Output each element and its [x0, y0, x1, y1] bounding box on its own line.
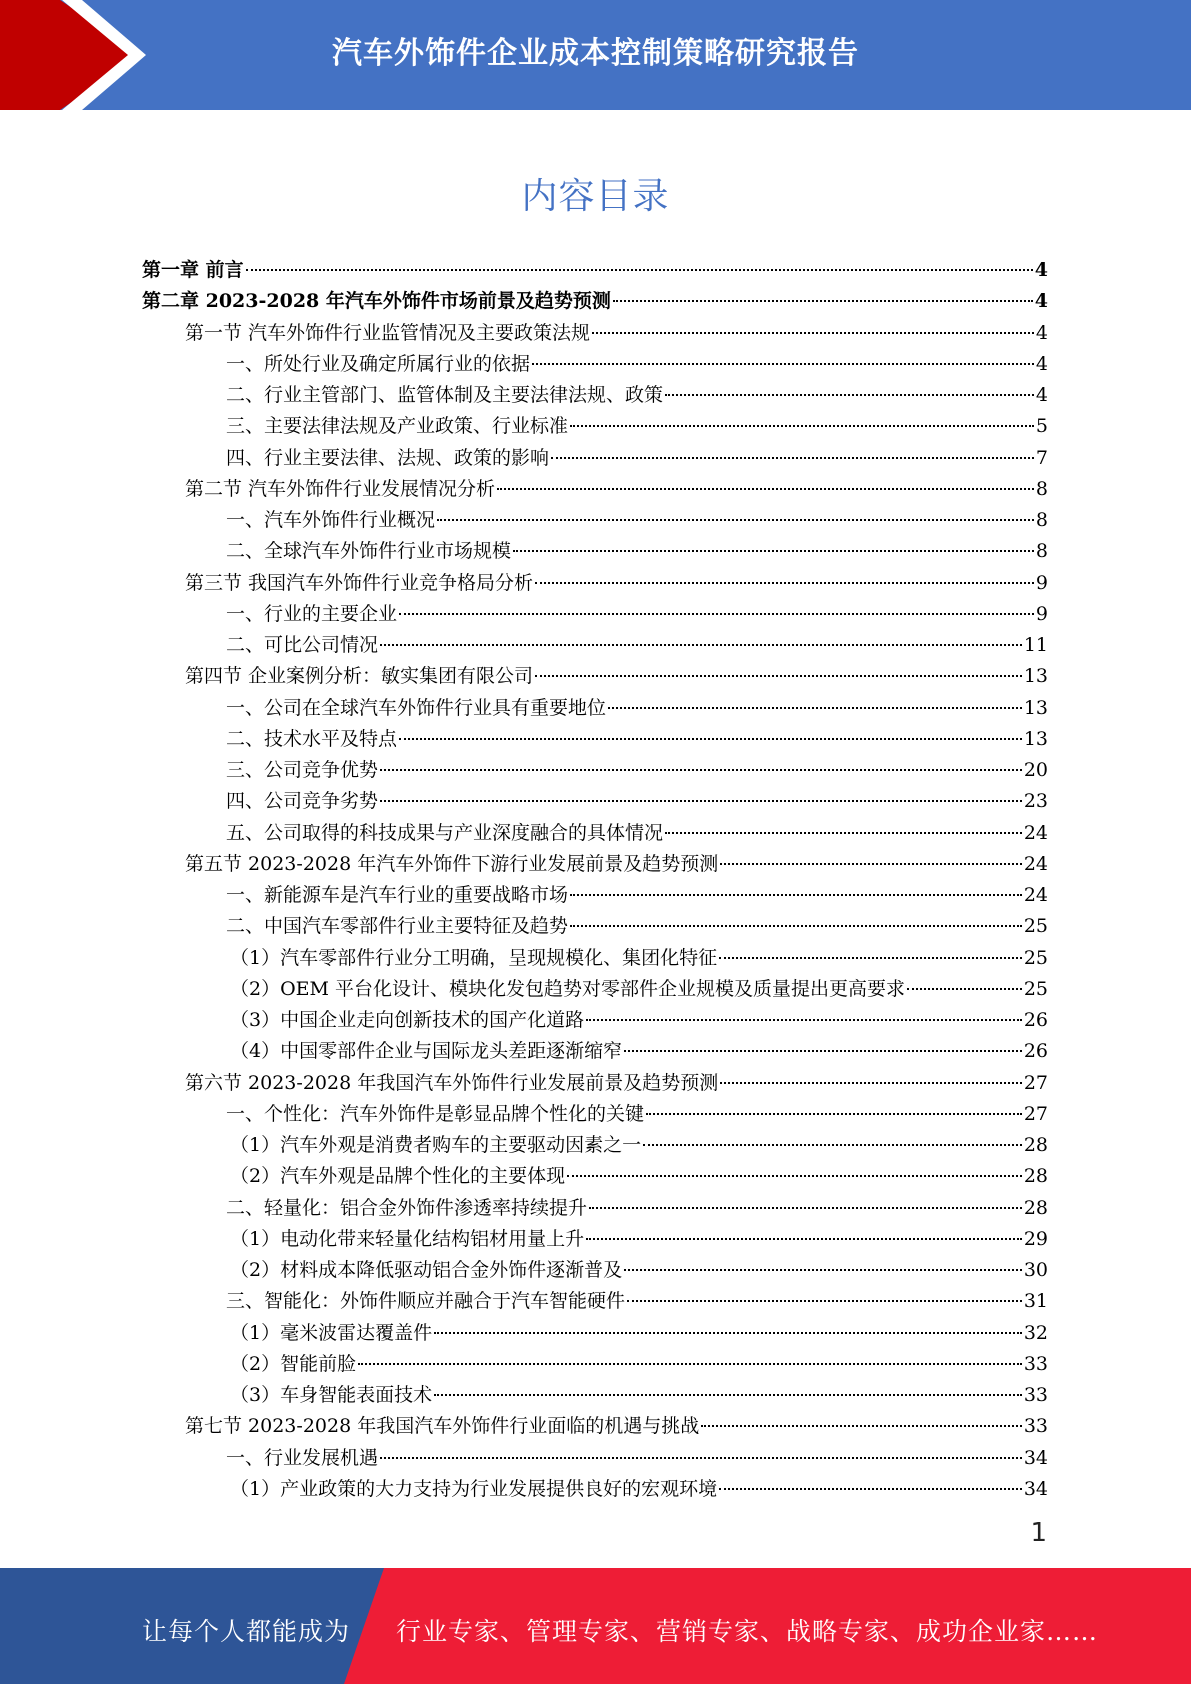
toc-leader-dots — [665, 832, 1022, 834]
toc-entry-page: 25 — [1023, 946, 1048, 969]
toc-entry[interactable] — [142, 1255, 1048, 1286]
toc-entry-text: 一、汽车外饰件行业概况 — [226, 509, 436, 531]
toc-leader-dots — [513, 550, 1034, 552]
toc-entry-text: 第二节 汽车外饰件行业发展情况分析 — [185, 477, 496, 500]
toc-entry[interactable] — [142, 536, 1048, 567]
toc-entry[interactable] — [142, 786, 1048, 817]
table-of-contents — [142, 255, 1048, 1505]
toc-leader-dots — [613, 300, 1033, 302]
toc-leader-dots — [907, 988, 1022, 990]
toc-leader-dots — [399, 738, 1022, 740]
toc-entry-text: 二、轻量化：铝合金外饰件渗透率持续提升 — [226, 1196, 588, 1219]
toc-entry-page: 4 — [1035, 352, 1048, 375]
toc-leader-dots — [646, 1113, 1022, 1115]
toc-entry[interactable] — [142, 318, 1048, 349]
toc-entry-page: 33 — [1023, 1384, 1048, 1406]
toc-entry-text: 一、行业发展机遇 — [226, 1446, 379, 1469]
toc-leader-dots — [665, 394, 1034, 396]
toc-entry-text: 一、公司在全球汽车外饰件行业具有重要地位 — [226, 696, 607, 719]
toc-leader-dots — [535, 582, 1034, 584]
toc-entry-page: 33 — [1023, 1415, 1048, 1438]
toc-entry-text: （1）电动化带来轻量化结构铝材用量上升 — [230, 1227, 585, 1250]
toc-entry[interactable] — [142, 1099, 1048, 1130]
toc-leader-dots — [380, 1457, 1022, 1459]
toc-entry[interactable] — [142, 599, 1048, 630]
toc-entry-text: （1）毫米波雷达覆盖件 — [230, 1321, 433, 1344]
toc-entry-page: 29 — [1023, 1227, 1048, 1250]
toc-entry[interactable] — [142, 1224, 1048, 1255]
toc-entry-text: 四、公司竞争劣势 — [226, 790, 379, 813]
toc-entry-page: 26 — [1023, 1040, 1048, 1063]
toc-leader-dots — [643, 1144, 1022, 1146]
page-number: 1 — [1030, 1518, 1047, 1548]
header-band — [0, 0, 1191, 110]
toc-entry-text: 五、公司取得的科技成果与产业深度融合的具体情况 — [226, 821, 664, 844]
toc-leader-dots — [570, 894, 1022, 896]
toc-entry[interactable] — [142, 443, 1048, 474]
toc-entry-page: 23 — [1023, 790, 1048, 813]
toc-entry-page: 27 — [1023, 1071, 1048, 1094]
toc-entry-page: 9 — [1035, 602, 1048, 625]
toc-entry-page: 4 — [1035, 321, 1048, 344]
footer-slogan-right: 行业专家、管理专家、营销专家、战略专家、成功企业家…… — [396, 1617, 1099, 1646]
toc-leader-dots — [535, 675, 1022, 677]
toc-entry[interactable] — [142, 474, 1048, 505]
toc-entry-text: 二、中国汽车零部件行业主要特征及趋势 — [226, 915, 569, 938]
toc-entry-page: 13 — [1023, 696, 1048, 719]
toc-leader-dots — [358, 1363, 1022, 1365]
toc-entry-text: 三、智能化：外饰件顺应并融合于汽车智能硬件 — [226, 1290, 626, 1313]
toc-entry-page: 28 — [1023, 1165, 1048, 1188]
toc-entry[interactable] — [142, 911, 1048, 942]
toc-entry-text: （2）材料成本降低驱动铝合金外饰件逐渐普及 — [230, 1259, 623, 1281]
toc-entry-text: 二、全球汽车外饰件行业市场规模 — [226, 540, 512, 563]
toc-entry[interactable] — [142, 1318, 1048, 1349]
toc-leader-dots — [719, 1488, 1022, 1490]
toc-entry-text: （1）产业政策的大力支持为行业发展提供良好的宏观环境 — [230, 1477, 718, 1500]
toc-entry[interactable] — [142, 286, 1048, 317]
toc-entry[interactable] — [142, 1286, 1048, 1317]
toc-entry-page: 4 — [1034, 290, 1048, 313]
toc-entry[interactable] — [142, 411, 1048, 442]
toc-entry-page: 4 — [1034, 259, 1048, 281]
toc-entry-page: 27 — [1023, 1102, 1048, 1125]
toc-entry-page: 34 — [1023, 1477, 1048, 1500]
toc-entry[interactable] — [142, 724, 1048, 755]
toc-entry-text: 一、行业的主要企业 — [226, 602, 398, 625]
toc-leader-dots — [701, 1425, 1022, 1427]
toc-entry-page: 8 — [1035, 509, 1048, 531]
toc-leader-dots — [627, 1300, 1022, 1302]
toc-leader-dots — [434, 1332, 1022, 1334]
toc-entry-text: （1）汽车零部件行业分工明确，呈现规模化、集团化特征 — [230, 946, 718, 969]
toc-entry-page: 4 — [1035, 384, 1048, 406]
toc-leader-dots — [246, 269, 1033, 271]
toc-entry-page: 24 — [1023, 884, 1048, 906]
toc-entry[interactable] — [142, 1349, 1048, 1380]
toc-entry-text: （1）汽车外观是消费者购车的主要驱动因素之一 — [230, 1134, 642, 1156]
toc-entry-page: 5 — [1035, 415, 1048, 438]
toc-leader-dots — [592, 332, 1034, 334]
toc-entry[interactable] — [142, 943, 1048, 974]
toc-entry[interactable] — [142, 505, 1048, 536]
toc-entry-text: 二、技术水平及特点 — [226, 727, 398, 750]
toc-entry[interactable] — [142, 255, 1048, 286]
toc-entry-page: 9 — [1035, 571, 1048, 594]
toc-entry-text: 二、可比公司情况 — [226, 634, 379, 656]
toc-entry[interactable] — [142, 974, 1048, 1005]
toc-entry-page: 24 — [1023, 852, 1048, 875]
toc-leader-dots — [720, 863, 1022, 865]
toc-entry-page: 13 — [1023, 727, 1048, 750]
toc-entry[interactable] — [142, 693, 1048, 724]
toc-title: 内容目录 — [521, 176, 670, 217]
toc-entry[interactable] — [142, 1474, 1048, 1505]
toc-entry-text: 三、主要法律法规及产业政策、行业标准 — [226, 415, 569, 438]
toc-entry-text: 一、新能源车是汽车行业的重要战略市场 — [226, 884, 569, 906]
toc-leader-dots — [567, 1175, 1022, 1177]
toc-entry-text: 第七节 2023-2028 年我国汽车外饰件行业面临的机遇与挑战 — [185, 1415, 700, 1438]
toc-leader-dots — [551, 457, 1034, 459]
toc-leader-dots — [608, 707, 1022, 709]
toc-entry[interactable] — [142, 1005, 1048, 1036]
toc-entry-text: （3）中国企业走向创新技术的国产化道路 — [230, 1009, 585, 1031]
toc-entry-page: 33 — [1023, 1352, 1048, 1375]
toc-entry[interactable] — [142, 849, 1048, 880]
toc-entry-text: 第五节 2023-2028 年汽车外饰件下游行业发展前景及趋势预测 — [185, 852, 719, 875]
toc-entry[interactable] — [142, 880, 1048, 911]
toc-leader-dots — [624, 1050, 1022, 1052]
report-title: 汽车外饰件企业成本控制策略研究报告 — [332, 36, 859, 71]
toc-entry-page: 25 — [1023, 915, 1048, 938]
toc-entry-text: （3）车身智能表面技术 — [230, 1384, 433, 1406]
toc-entry-text: 第一章 前言 — [142, 259, 244, 281]
toc-leader-dots — [380, 800, 1022, 802]
toc-entry-page: 28 — [1023, 1196, 1048, 1219]
footer-band — [0, 1568, 1191, 1684]
toc-entry[interactable] — [142, 349, 1048, 380]
toc-entry-text: （2）OEM 平台化设计、模块化发包趋势对零部件企业规模及质量提出更高要求 — [230, 977, 906, 1000]
toc-entry-text: 第六节 2023-2028 年我国汽车外饰件行业发展前景及趋势预测 — [185, 1071, 719, 1094]
toc-entry-text: （4）中国零部件企业与国际龙头差距逐渐缩窄 — [230, 1040, 623, 1063]
toc-entry[interactable] — [142, 380, 1048, 411]
toc-entry-page: 11 — [1023, 634, 1048, 656]
toc-entry[interactable] — [142, 755, 1048, 786]
toc-leader-dots — [719, 957, 1022, 959]
toc-leader-dots — [570, 425, 1034, 427]
toc-entry[interactable] — [142, 1380, 1048, 1411]
toc-entry-page: 8 — [1035, 477, 1048, 500]
toc-leader-dots — [434, 1394, 1022, 1396]
toc-entry-text: 第一节 汽车外饰件行业监管情况及主要政策法规 — [185, 321, 591, 344]
toc-entry-text: 三、公司竞争优势 — [226, 759, 379, 781]
toc-entry-page: 31 — [1023, 1290, 1048, 1313]
toc-entry[interactable] — [142, 1443, 1048, 1474]
toc-entry[interactable] — [142, 630, 1048, 661]
toc-entry-text: 二、行业主管部门、监管体制及主要法律法规、政策 — [226, 384, 664, 406]
toc-leader-dots — [399, 613, 1034, 615]
toc-entry[interactable] — [142, 1036, 1048, 1067]
toc-leader-dots — [532, 363, 1034, 365]
toc-leader-dots — [589, 1207, 1022, 1209]
toc-leader-dots — [586, 1238, 1022, 1240]
toc-entry[interactable] — [142, 1130, 1048, 1161]
toc-entry-page: 28 — [1023, 1134, 1048, 1156]
toc-leader-dots — [570, 925, 1022, 927]
toc-entry[interactable] — [142, 1411, 1048, 1442]
toc-entry-text: 一、个性化：汽车外饰件是彰显品牌个性化的关键 — [226, 1102, 645, 1125]
toc-entry-page: 20 — [1023, 759, 1048, 781]
toc-entry-text: 第三节 我国汽车外饰件行业竞争格局分析 — [185, 571, 534, 594]
toc-entry[interactable] — [142, 568, 1048, 599]
toc-entry-text: 四、行业主要法律、法规、政策的影响 — [226, 446, 550, 469]
toc-leader-dots — [586, 1019, 1022, 1021]
toc-leader-dots — [380, 644, 1022, 646]
toc-entry-page: 8 — [1035, 540, 1048, 563]
toc-entry-page: 7 — [1035, 446, 1048, 469]
toc-entry-page: 13 — [1023, 665, 1048, 688]
toc-leader-dots — [624, 1269, 1022, 1271]
toc-entry[interactable] — [142, 661, 1048, 692]
toc-entry[interactable] — [142, 1068, 1048, 1099]
toc-entry-text: 一、所处行业及确定所属行业的依据 — [226, 352, 531, 375]
toc-entry-text: 第四节 企业案例分析：敏实集团有限公司 — [185, 665, 534, 688]
toc-entry[interactable] — [142, 1161, 1048, 1192]
toc-entry-page: 26 — [1023, 1009, 1048, 1031]
footer-slogan-left: 让每个人都能成为 — [142, 1617, 351, 1646]
toc-entry-page: 24 — [1023, 821, 1048, 844]
toc-entry[interactable] — [142, 1193, 1048, 1224]
toc-entry-page: 34 — [1023, 1446, 1048, 1469]
toc-entry-page: 25 — [1023, 977, 1048, 1000]
toc-entry-text: （2）汽车外观是品牌个性化的主要体现 — [230, 1165, 566, 1188]
toc-leader-dots — [720, 1082, 1022, 1084]
toc-leader-dots — [497, 488, 1034, 490]
toc-entry-page: 32 — [1023, 1321, 1048, 1344]
toc-entry[interactable] — [142, 818, 1048, 849]
toc-entry-text: （2）智能前脸 — [230, 1352, 357, 1375]
toc-leader-dots — [380, 769, 1022, 771]
toc-entry-text: 第二章 2023-2028 年汽车外饰件市场前景及趋势预测 — [142, 290, 611, 313]
toc-entry-page: 30 — [1023, 1259, 1048, 1281]
toc-leader-dots — [437, 519, 1034, 521]
